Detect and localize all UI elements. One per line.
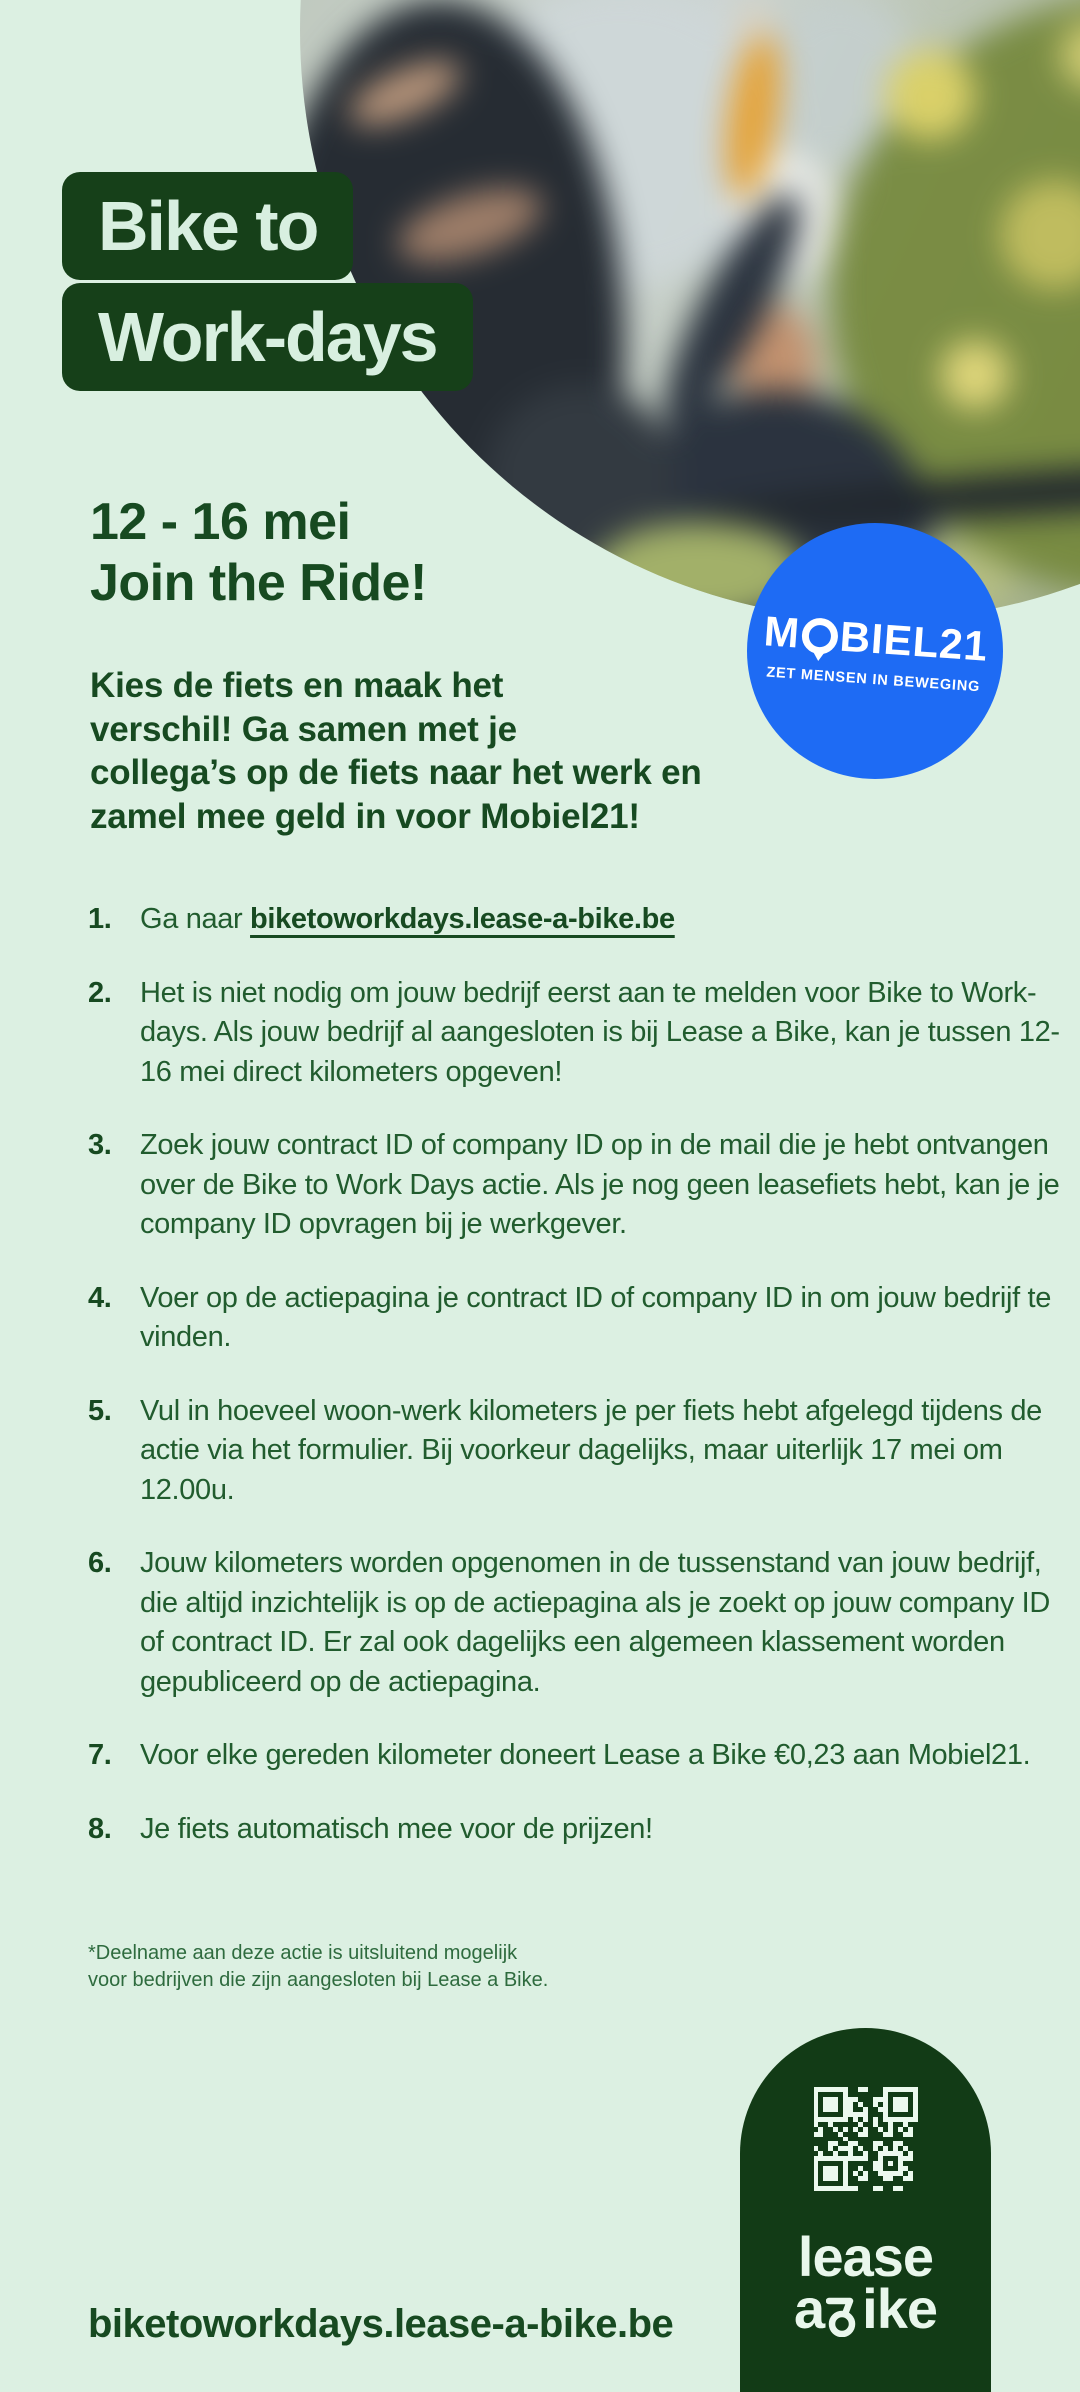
event-heading [90,492,427,614]
intro-line: Kies de fiets en maak het [90,666,504,705]
step-number: 8. [88,1812,112,1845]
step-text: Voor elke gereden kilometer doneert Lease a Bike €0,23 aan Mobiel21. [140,1739,1031,1771]
step-number: 5. [88,1394,112,1427]
lease-a-bike-logo-ike: ike [862,2277,937,2340]
lease-a-bike-logo [740,2225,991,2340]
step-number: 3. [88,1129,112,1161]
step-number: 4. [88,1281,112,1314]
step-text: Zoek jouw contract ID of company ID op in de mail die je hebt ontvangen over de Bike to Work Days actie. Als je nog geen leasefiets hebt, kan je je company ID opvragen bij je werkgever. [140,1129,1060,1240]
photo-bokeh-spot [885,50,975,140]
mobiel21-wordmark [762,607,989,671]
event-dates: 12 - 16 mei [90,493,351,551]
mobiel21-badge [747,523,1003,779]
step-number: 7. [88,1739,112,1771]
photo-bottle-cap [734,0,772,42]
step-item [88,900,1063,940]
step-item [88,1810,1063,1850]
map-pin-icon [801,616,839,654]
intro-line: collega’s op de fiets naar het werk en [90,753,702,792]
step-text: Ga naar [140,903,251,935]
step-item [88,1544,1063,1702]
title-badge-line-2: Work-days [62,283,473,391]
disclaimer-line: *Deelname aan deze actie is uitsluitend mogelijk [88,1942,518,1964]
step-number: 2. [88,976,112,1009]
step-item [88,1126,1063,1245]
intro-line: zamel mee geld in voor Mobiel21! [90,796,640,836]
steps-list [88,900,1063,1883]
step-text: Je fiets automatisch mee voor de prijzen! [140,1812,653,1845]
event-slogan: Join the Ride! [90,554,427,612]
photo-bokeh-spot [940,340,1010,410]
mobiel21-wordmark-post: BIEL21 [838,612,990,670]
intro-text [90,664,702,838]
campaign-url[interactable]: biketoworkdays.lease-a-bike.be [88,2302,674,2346]
lease-a-bike-logo-a: a [793,2277,825,2340]
mobiel21-logo [761,607,990,695]
step-item [88,1736,1063,1776]
step-text: Jouw kilometers worden opgenomen in de tussenstand van jouw bedrijf, die altijd inzichtelijk is op de actiepagina als je zoekt op jouw company ID of contract ID. Er zal ook dagelijks een algemeen klassement worden gepubliceerd op de actiepagina. [140,1547,1050,1698]
step-item [88,974,1063,1093]
title-badge-line-1: Bike to [62,172,353,280]
step-text: Voer op de actiepagina je contract ID of company ID in om jouw bedrijf te vinden. [140,1281,1052,1353]
title-badges [62,172,473,391]
lease-a-bike-arch [740,2028,991,2392]
step-number: 6. [88,1547,112,1579]
step-item [88,1279,1063,1358]
step-text: Het is niet nodig om jouw bedrijf eerst aan te melden voor Bike to Work-days. Als jouw bedrijf al aangesloten is bij Lease a Bike, kan je tussen 12-16 mei direct kilometers opgeven! [140,976,1060,1088]
step-number: 1. [88,903,112,935]
disclaimer [88,1940,548,1994]
lease-a-bike-logo-line-2 [740,2277,991,2340]
lease-a-bike-logo-line-1: lease [797,2225,934,2288]
disclaimer-line: voor bedrijven die zijn aangesloten bij Lease a Bike. [88,1969,549,1991]
qr-code [814,2087,918,2191]
bike-icon [826,2293,860,2337]
step-item [88,1392,1063,1511]
mobiel21-tagline: ZET MENSEN IN BEWEGING [765,663,981,695]
mobiel21-wordmark-pre: M [762,606,802,657]
step-text: Vul in hoeveel woon-werk kilometers je per fiets hebt afgelegd tijdens de actie via het formulier. Bij voorkeur dagelijks, maar uiterlijk 17 mei om 12.00u. [140,1394,1042,1506]
intro-line: verschil! Ga samen met je [90,709,517,749]
campaign-link[interactable]: biketoworkdays.lease-a-bike.be [250,903,675,935]
